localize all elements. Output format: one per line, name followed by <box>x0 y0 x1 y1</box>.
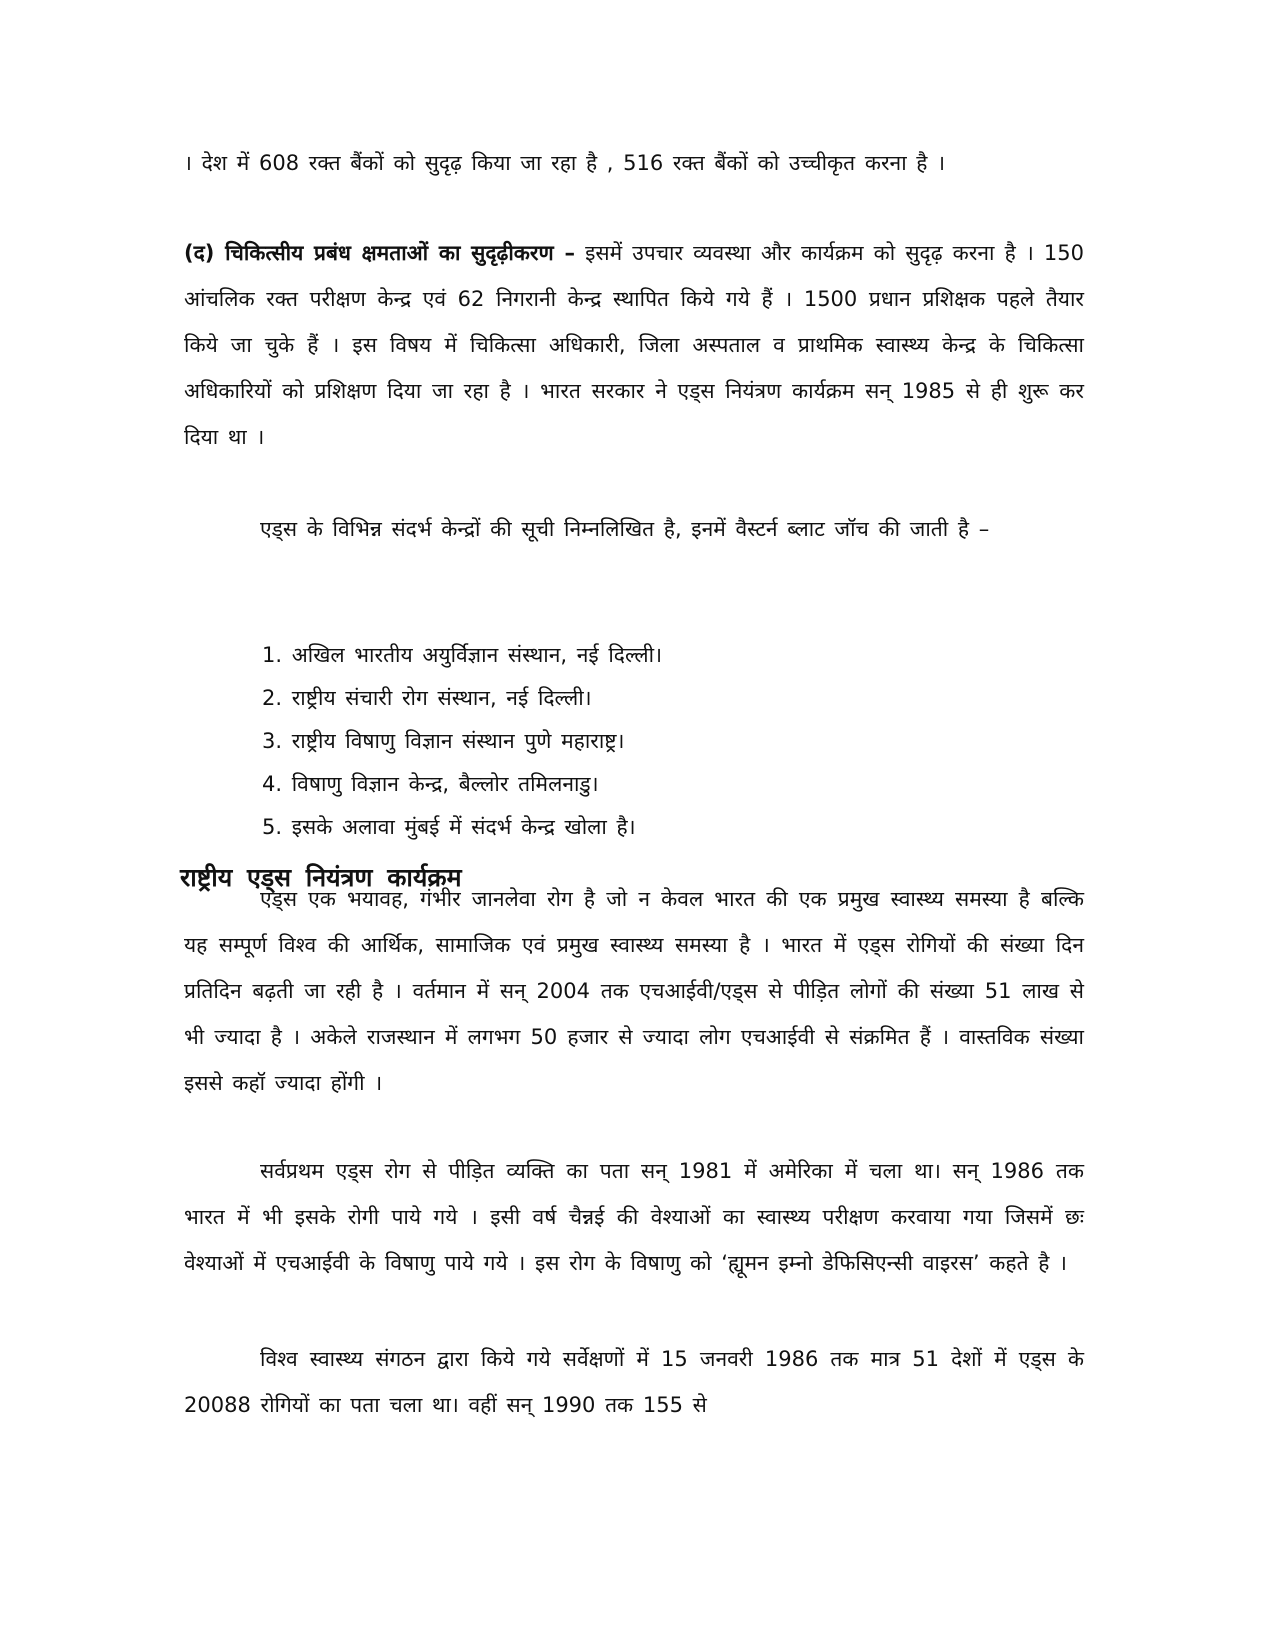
paragraph-treatment-capacity <box>184 230 1084 460</box>
paragraph-who-survey: विश्व स्वास्थ्य संगठन द्वारा किये गये सर्वेक्षणों में 15 जनवरी 1986 तक मात्र 51 देशों में एड्स के 20088 रोगियों का पता चला था। वहीं सन् 1990 तक 155 से <box>184 1347 1084 1417</box>
paragraph-blood-banks: । देश में 608 रक्त बैंकों को सुदृढ़ किया जा रहा है , 516 रक्त बैंकों को उच्चीकृत करना है । <box>184 151 946 175</box>
paragraph-text-treatment: इसमें उपचार व्यवस्था और कार्यक्रम को सुदृढ़ करना है । 150 आंचलिक रक्त परीक्षण केन्द्र एवं 62 निगरानी केन्द्र स्थापित किये गये हैं । 1500 प्रधान प्रशिक्षक पहले तैयार किये जा चुके हैं । इस विषय में चिकित्सा अधिकारी, जिला अस्पताल व प्राथमिक स्वास्थ्य केन्द्र के चिकित्सा अधिकारियों को प्रशिक्षण दिया जा रहा है । भारत सरकार ने एड्स नियंत्रण कार्यक्रम सन् 1985 से ही शुरू कर दिया था । <box>184 241 1084 449</box>
list-item: 2. राष्ट्रीय संचारी रोग संस्थान, नई दिल्ली। <box>262 686 592 710</box>
list-item: 4. विषाणु विज्ञान केन्द्र, बैल्लोर तमिलनाडु। <box>262 772 599 796</box>
list-item: 5. इसके अलावा मुंबई में संदर्भ केन्द्र खोला है। <box>262 815 636 839</box>
reference-centres-list <box>262 634 662 849</box>
paragraph-aids-overview: एड्स एक भयावह, गंभीर जानलेवा रोग है जो न केवल भारत की एक प्रमुख स्वास्थ्य समस्या है बल्कि यह सम्पूर्ण विश्व की आर्थिक, सामाजिक एवं प्रमुख स्वास्थ्य समस्या है । भारत में एड्स रोगियों की संख्या दिन प्रतिदिन बढ़ती जा रही है । वर्तमान में सन् 2004 तक एचआईवी/एड्स से पीड़ित लोगों की संख्या 51 लाख से भी ज्यादा है । अकेले राजस्थान में लगभग 50 हजार से ज्यादा लोग एचआईवी से संक्रमित हैं । वास्तविक संख्या इससे कहॉ ज्यादा होंगी । <box>184 887 1084 1095</box>
paragraph-label-treatment: (द) चिकित्सीय प्रबंध क्षमताओं का सुदृढ़ीकरण – <box>184 241 575 265</box>
list-item: 3. राष्ट्रीय विषाणु विज्ञान संस्थान पुणे महाराष्ट्र। <box>262 729 625 753</box>
paragraph-aids-history: सर्वप्रथम एड्स रोग से पीड़ित व्यक्ति का पता सन् 1981 में अमेरिका में चला था। सन् 1986 तक भारत में भी इसके रोगी पाये गये । इसी वर्ष चैन्नई की वेश्याओं का स्वास्थ्य परीक्षण करवाया गया जिसमें छः वेश्याओं में एचआईवी के विषाणु पाये गये । इस रोग के विषाणु को ‘ह्यूमन इम्नो डेफिसिएन्सी वाइरस’ कहते है । <box>184 1159 1084 1275</box>
section-heading: राष्ट्रीय एड्स नियंत्रण कार्यक्रम <box>180 863 462 892</box>
paragraph-reference-centres-intro: एड्स के विभिन्न संदर्भ केन्द्रों की सूची निम्नलिखित है, इनमें वैस्टर्न ब्लाट जॉच की जाती है – <box>260 517 990 541</box>
list-item: 1. अखिल भारतीय अयुर्विज्ञान संस्थान, नई दिल्ली। <box>262 643 663 667</box>
